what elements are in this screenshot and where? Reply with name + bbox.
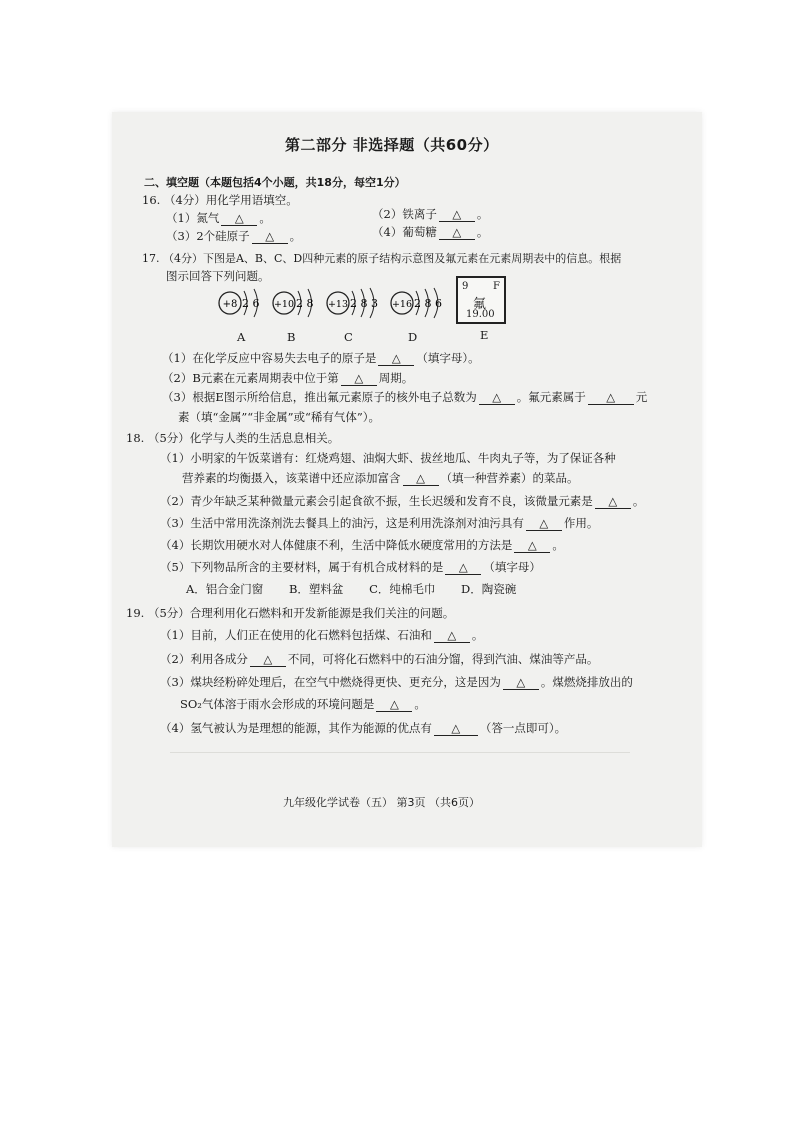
shell-electrons: 2 8 3	[350, 297, 378, 310]
atom-diagram-a	[218, 286, 268, 324]
q18-sub-1-cont: 营养素的均衡摄入，该菜谱中还应添加富含 △ （填一种营养素）的菜品。	[182, 471, 579, 485]
atom-label-a: A	[237, 330, 246, 344]
page-footer: 九年级化学试卷（五） 第3页 （共6页）	[283, 796, 480, 809]
nucleus-charge: +16	[391, 299, 413, 310]
element-name: 氟	[473, 297, 487, 312]
q16-stem: 16. （4分）用化学用语填空。	[142, 193, 298, 207]
answer-blank[interactable]: △	[526, 517, 562, 531]
periodic-table-cell	[456, 276, 506, 324]
element-label-e: E	[480, 328, 489, 342]
option-a[interactable]: A．铝合金门窗	[186, 582, 264, 596]
q16-item-4: （4）葡萄糖 △ 。	[372, 225, 489, 239]
answer-blank[interactable]: △	[341, 372, 377, 386]
answer-blank[interactable]: △	[588, 391, 634, 405]
q17-sub-3: （3）根据E图示所给信息，推出氟元素原子的核外电子总数为 △ 。氟元素属于 △ 元	[162, 390, 648, 404]
answer-blank[interactable]: △	[434, 629, 470, 643]
atomic-number: 9	[462, 281, 469, 292]
nucleus-charge: +8	[222, 299, 238, 310]
q16-item-2: （2）铁离子 △ 。	[372, 207, 489, 221]
atom-diagram-b	[272, 286, 326, 324]
answer-blank[interactable]: △	[250, 653, 286, 667]
q18-options	[186, 581, 538, 597]
q19-sub-4: （4）氢气被认为是理想的能源，其作为能源的优点有 △ （答一点即可）。	[160, 721, 567, 735]
atomic-mass: 19.00	[466, 309, 495, 320]
q19-sub-2: （2）利用各成分 △ 不同，可将化石燃料中的石油分馏，得到汽油、煤油等产品。	[160, 652, 599, 666]
shell-electrons: 2 6	[242, 297, 260, 310]
answer-blank[interactable]: △	[434, 722, 478, 736]
answer-blank[interactable]: △	[595, 495, 631, 509]
atom-label-b: B	[287, 330, 296, 344]
answer-blank[interactable]: △	[221, 212, 257, 226]
atom-diagram-d	[390, 286, 450, 324]
atom-label-c: C	[344, 330, 353, 344]
answer-blank[interactable]: △	[479, 391, 515, 405]
q19-sub-3-cont: SO₂气体溶于雨水会形成的环境问题是 △ 。	[180, 697, 426, 711]
option-d[interactable]: D．陶瓷碗	[461, 582, 517, 596]
page-title: 第二部分 非选择题（共60分）	[285, 136, 499, 154]
q18-sub-4: （4）长期饮用硬水对人体健康不利，生活中降低水硬度常用的方法是 △ 。	[160, 538, 564, 552]
scan-artifact	[170, 752, 630, 775]
q17-stem-2: 图示回答下列问题。	[166, 269, 270, 283]
q16-item-1: （1）氮气 △ 。	[166, 211, 271, 225]
q19-stem: 19. （5分）合理利用化石燃料和开发新能源是我们关注的问题。	[126, 606, 455, 620]
q17-sub-1: （1）在化学反应中容易失去电子的原子是 △ （填字母）。	[162, 351, 480, 365]
q18-sub-5: （5）下列物品所含的主要材料，属于有机合成材料的是 △ （填字母）	[160, 560, 541, 574]
section-heading: 二、填空题（本题包括4个小题，共18分，每空1分）	[144, 176, 406, 189]
element-symbol: F	[493, 281, 500, 292]
q17-sub-2: （2）B元素在元素周期表中位于第 △ 周期。	[162, 371, 414, 385]
answer-blank[interactable]: △	[439, 226, 475, 240]
option-b[interactable]: B．塑料盆	[288, 582, 344, 596]
atom-diagram-c	[326, 286, 386, 324]
answer-blank[interactable]: △	[252, 230, 288, 244]
answer-blank[interactable]: △	[439, 208, 475, 222]
nucleus-charge: +10	[273, 299, 295, 310]
answer-blank[interactable]: △	[376, 698, 412, 712]
answer-blank[interactable]: △	[403, 472, 439, 486]
nucleus-charge: +13	[327, 299, 349, 310]
shell-electrons: 2 8 6	[414, 297, 442, 310]
q18-sub-3: （3）生活中常用洗涤剂洗去餐具上的油污，这是利用洗涤剂对油污具有 △ 作用。	[160, 516, 599, 530]
q18-sub-2: （2）青少年缺乏某种微量元素会引起食欲不振，生长迟缓和发育不良，该微量元素是 △ 。	[160, 494, 645, 508]
q16-item-3: （3）2个硅原子 △ 。	[166, 229, 302, 243]
q18-stem: 18. （5分）化学与人类的生活息息相关。	[126, 431, 340, 445]
q19-sub-1: （1）目前，人们正在使用的化石燃料包括煤、石油和 △ 。	[160, 628, 484, 642]
answer-blank[interactable]: △	[514, 539, 550, 553]
q19-sub-3: （3）煤块经粉碎处理后，在空气中燃烧得更快、更充分，这是因为 △ 。煤燃烧排放出的	[160, 675, 633, 689]
atom-label-d: D	[408, 330, 418, 344]
answer-blank[interactable]: △	[378, 352, 414, 366]
shell-electrons: 2 8	[296, 297, 314, 310]
option-c[interactable]: C．纯棉毛巾	[369, 582, 436, 596]
q18-sub-1: （1）小明家的午饭菜谱有：红烧鸡翅、油焖大虾、拔丝地瓜、牛肉丸子等，为了保证各种	[160, 451, 616, 465]
q17-stem: 17. （4分）下图是A、B、C、D四种元素的原子结构示意图及氟元素在元素周期表中的信息。根据	[142, 252, 622, 265]
answer-blank[interactable]: △	[503, 676, 539, 690]
answer-blank[interactable]: △	[445, 561, 481, 575]
q17-sub-3-cont: 素（填“金属”“非金属”或“稀有气体”）。	[178, 410, 381, 424]
